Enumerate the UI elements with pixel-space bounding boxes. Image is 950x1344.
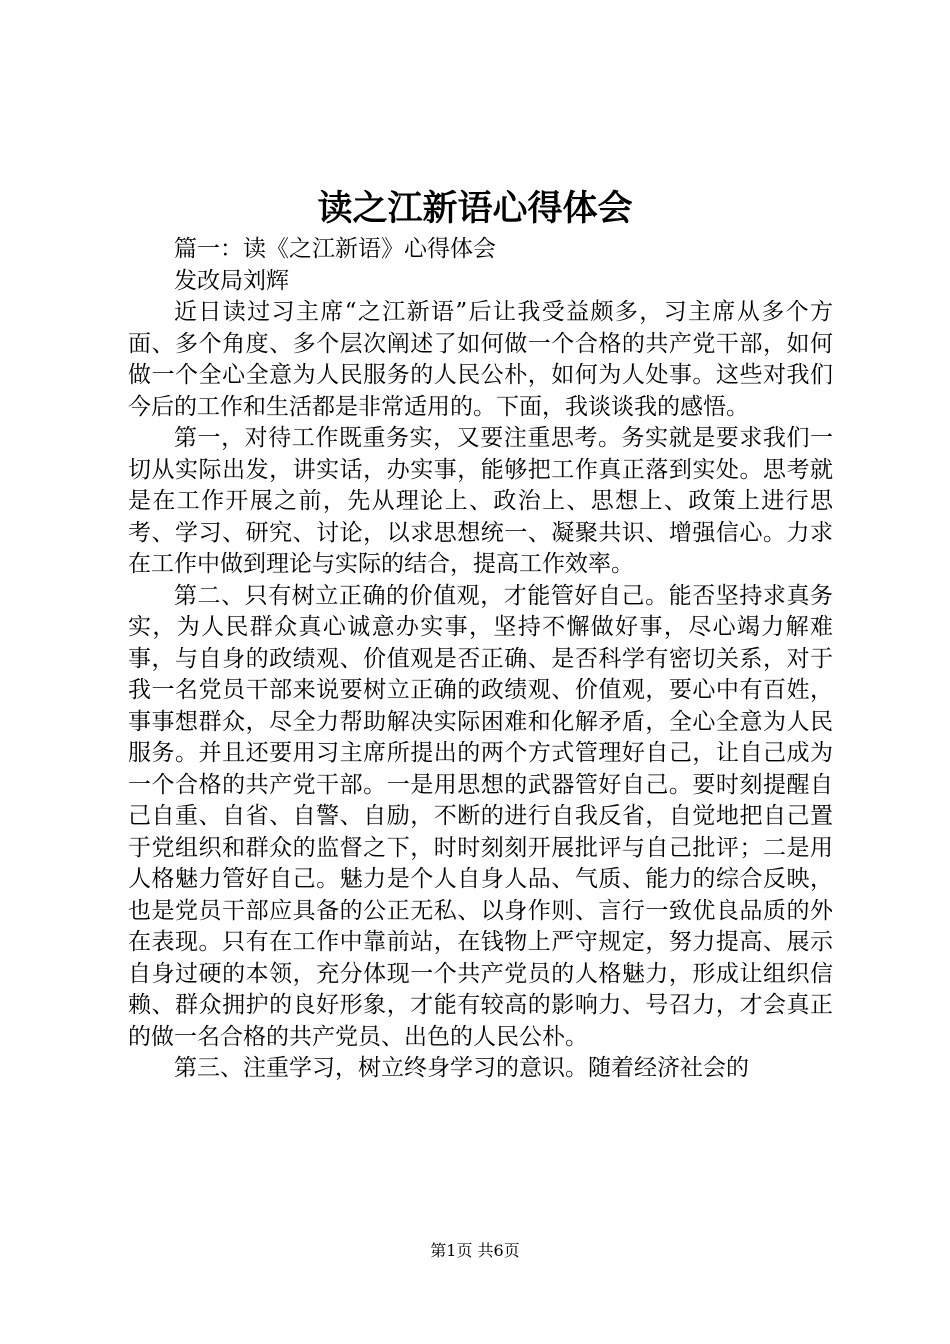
document-body — [128, 234, 833, 1085]
paragraph: 第一，对待工作既重务实，又要注重思考。务实就是要求我们一切从实际出发，讲实话，办实事，能够把工作真正落到实处。思考就是在工作开展之前，先从理论上、政治上、思想上、政策上进行思考、学习、研究、讨论，以求思想统一、凝聚共识、增强信心。力求在工作中做到理论与实际的结合，提高工作效率。 — [128, 425, 833, 577]
author-line: 发改局刘辉 — [174, 267, 289, 294]
page-footer: 第1页 共6页 — [430, 1241, 520, 1260]
paragraph: 第三、注重学习，树立终身学习的意识。随着经济社会的 — [174, 1055, 749, 1081]
paragraph: 近日读过习主席“之江新语”后让我受益颇多，习主席从多个方面、多个角度、多个层次阐述了如何做一个合格的共产党干部，如何做一个全心全意为人民服务的人民公朴，如何为人处事。这些对我们今后的工作和生活都是非常适用的。下面，我谈谈我的感悟。 — [128, 299, 833, 420]
document-title: 读之江新语心得体会 — [317, 188, 633, 229]
section-heading: 篇一：读《之江新语》心得体会 — [174, 236, 496, 262]
paragraph: 第二、只有树立正确的价值观，才能管好自己。能否坚持求真务实，为人民群众真心诚意办实事，坚持不懈做好事，尽心竭力解难事，与自身的政绩观、价值观是否正确、是否科学有密切关系，对于我一名党员干部来说要树立正确的政绩观、价值观，要心中有百姓，事事想群众，尽全力帮助解决实际困难和化解矛盾，全心全意为人民服务。并且还要用习主席所提出的两个方式管理好自己，让自己成为一个合格的共产党干部。一是用思想的武器管好自己。要时刻提醒自己自重、自省、自警、自励，不断的进行自我反省，自觉地把自己置于党组织和群众的监督之下，时时刻刻开展批评与自己批评；二是用人格魅力管好自己。魅力是个人自身人品、气质、能力的综合反映，也是党员干部应具备的公正无私、以身作则、言行一致优良品质的外在表现。只有在工作中靠前站，在钱物上严守规定，努力提高、展示自身过硬的本领，充分体现一个共产党员的人格魅力，形成让组织信赖、群众拥护的良好形象，才能有较高的影响力、号召力，才会真正的做一名合格的共产党员、出色的人民公朴。 — [128, 582, 833, 1050]
